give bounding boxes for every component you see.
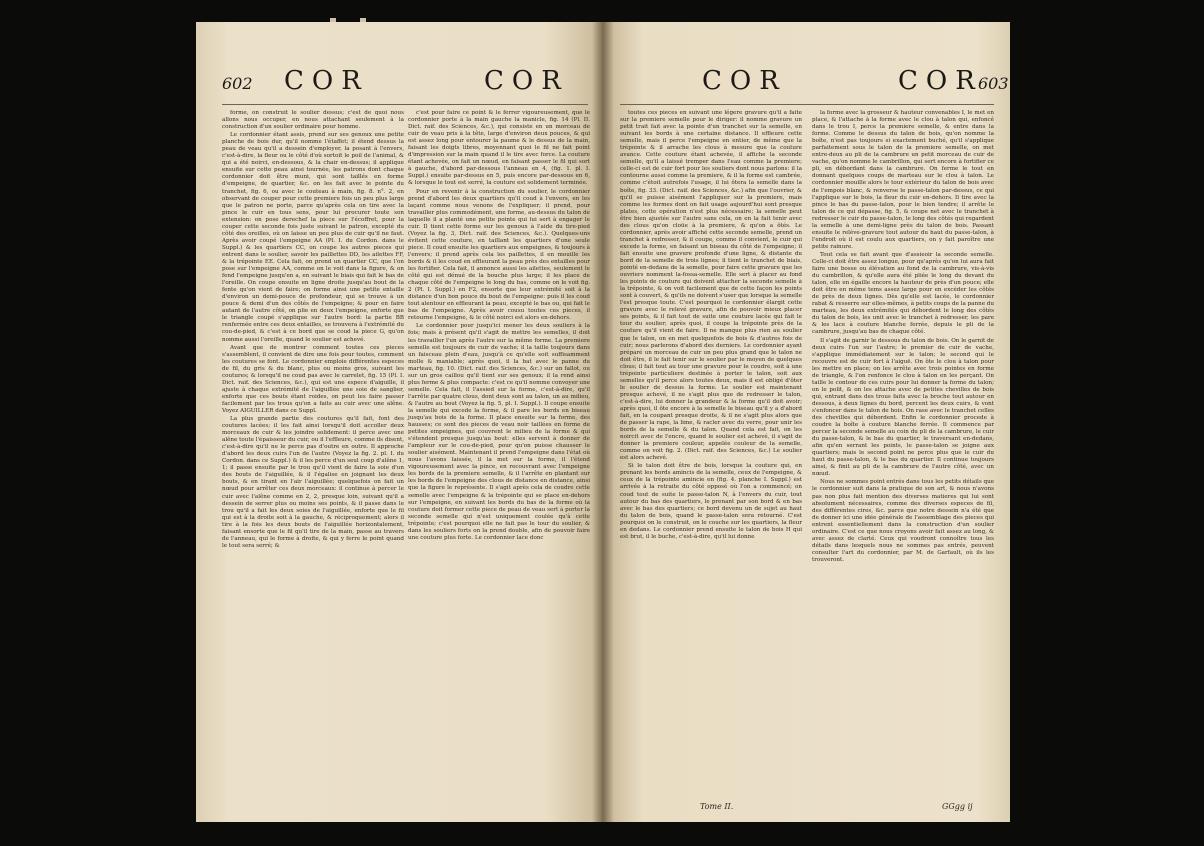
left-page xyxy=(196,22,606,822)
text-column-1 xyxy=(620,110,802,542)
paragraph: c'est pour faire ce point & le ferrer vigoureusement, que le cordonnier porte à la main gauche la manicle, fig. 14 (Pl. II. Dict. raif. des Sciences, &c.), qui consiste en un morceau de cuir de veau pris à la tête, large d'environ deux pouces, & qui est assez long pour entourer la paume & le dessus de la main, faisant les doigts libres, moyennant quoi le fil ne fait point d'impression sur la main quand il le tire avec force. La couture étant achevée, on fait un nœud, en faisant passer le fil qui sort à gauche, d'abord par-dessous l'anneau en 4, (fig. 1. pl. I. Suppl.) ensuite par-dessus en 5, puis encore par-dessous en 6, & lorsque le tout est serré, la couture est solidement terminée. xyxy=(408,110,590,187)
paragraph: Pour en revenir à la construction du soulier, le cordonnier prend d'abord les deux quartiers qu'il coud à l'envers, en les laçant comme nous venons de l'expliquer; il prend, pour travailler plus commodément, une forme, au-dessus du talon de laquelle il a planté une petite pointe qui lui sert à engager le cuir. Il tient cette forme sur les genoux à l'aide du tire-pied (Voyez la fig. 3, Dict. raif. des Sciences, &c.). Quelques-uns évitent cette couture, en taillant les quartiers d'une seule piece. Il coud ensuite les quartiers aux empeignes, & toujours à l'envers; il prend après cela les paillettes, il en mouille les bords & il les coud en effleurant la peau près des entailles pour les fortifier. Cela fait, il annonce aussi les ailettes, seulement le côté qui est dénué de la bouche plus large; il les place de chaque côté de l'empeigne le long du bas, comme on le voit fig. 2 (Pl. I. Suppl.) en F2, ensorte que leur extrémité soit à la distance d'un bon pouce du bout de l'empeigne: puis il les coud tout alentour en effleurant la peau, excepté le bas ou, qui fait le bas de l'empeigne. Après avoir cousu toutes ces pieces, il retourne l'empeigne, & le côté noirci est alors en-dehors. xyxy=(408,188,590,322)
text-column-2 xyxy=(812,110,994,565)
paragraph: toutes ces pieces en suivant une légere gravure qu'il a faite sur la premiere semelle pour le diriger: il nomme gravure un petit trait fait avec la pointe d'un tranchet sur la semelle, en suivant les bords à une certaine distance. Il effleure cette semelle, mais il perce l'empeigne en entier, de même que la trépointe & il arrache les clous à mesure que la couture avance. Cette couture étant achevée, il affiche la seconde semelle, qu'il a laissé tremper dans l'eau comme la premiere; celle-ci est de cuir fort pour les souliers dont nous parlons: il la contourne aussi comme la premiere, & il la forme est cambrée, comme c'étoit autrefois l'usage, il lui ôtera la semelle dans la boîte, fig. 33. (Dict. raif. des Sciences, &c.) afin que l'ouvrier, & qu'il se puisse aisément l'appliquer sur la premiere, mais comme les formes dont on fait usage aujourd'hui sont presque plates, cette opération n'est plus nécessaire; la semelle peut être bien ajustée sur l'autre sans cela, on en la fait tenir avec des clous qu'on cloüe à la premiere, & qu'on a ôtés. Le cordonnier, après avoir affiché cette seconde semelle, prend un tranchet à redresser, & il coupe, comme il convient, le cuir qui excede la forme, en faisant un biseau du côté de l'empeigne; il fait ensuite une gravure profonde d'une ligne, & distante du bord de la semelle de trois lignes; il tient le tranchet de biais, pointé en-dedans de la semelle, pour faire cette gravure que les ouvriers nomment la-fossa-semelle. Elle sert à placer au fond les points de couture qui doivent attacher la seconde semelle à la trépointe, & on voit facilement que de cette façon les points sont à couvert, & qu'ils ne doivent s'user que lorsque la semelle l'est presque toute. C'est pourquoi le cordonnier élargit cette gravure avec le relevé gravure, afin de pouvoir mieux placer ses points, & il fait tout de suite une couture lacée qui fait le tour du soulier; après quoi, il coupe la trépointe près de la couture qu'il vient de faire. Il ne manque plus rien au soulier que le talon, on en met quelquefois de bois & d'autres fois de cuir; nous parlerons d'abord des derniers. Le cordonnier ayant préparé un morceau de cuir un peu plus grand que le talon ne doit être, il le fait tenir sur le soulier par le moyen de quelques clous; il fait tout au tour une gravure pour le coudre, soit à une trépointe particuliere destinée à porter le talon, soit aux semelles qu'il perce alors toutes deux, mais il est obligé d'ôter le soulier de dessus la forme. Le soulier est maintenant presque achevé, il ne s'agit plus que de redresser le talon, c'est-à-dire, lui donner la grandeur & la forme qu'il doit avoir; après quoi, il ôte encore à la semelle le biseau qu'il y a d'abord fait, en la coupant presque droite, & il ne s'agit plus alors que de passer la rape, la lime, & racler avec du verre, pour unir les bords de la semelle & du talon. Quand cela est fait, on les noircit avec de l'encre, quand le soulier est achevé, il s'agit de donner la premiere couleur, appelée couleur de la semelle, comme on voit fig. 2. (Dict. raif. des Sciences, &c.) Le soulier est alors achevé. xyxy=(620,110,802,462)
volume-label: Tome II. xyxy=(700,802,734,811)
running-head-right: COR xyxy=(484,66,569,96)
text-column-2 xyxy=(408,110,590,543)
paragraph: Si le talon doit être de bois, lorsque la couture qui, en prenant les bords amincis de la semelle, ceux de l'empeigne, & ceux de la trépointe amincie en (fig. 4. planche I. Suppl.) est arrivée à la retraite du côté opposé où l'on a commencé; on coud tout de suite le passe-talon N, à l'envers du cuir, tout autour du bas des quartiers, le prenant par son bord & en bas avec le bas des quartiers; ce bord devenu un de sujet au haut du talon de bois, quand le passe-talon sera retourné. C'est pourquoi on le construit, on le couche sur les quartiers, la fleur en dedans. Le cordonnier prend ensuite le talon de bois H qui est brut, il le buche, c'est-à-dire, qu'il lui donne xyxy=(620,463,802,540)
paragraph: Tout cela se fait avant que d'assieoir la seconde semelle. Celle-ci doit être assez longue, pour qu'après qu'on lui aura fait faire une bosse ou élévation au fond de la cambrure, vis-à-vis du cambrillon, & qu'elle aura été pliée le long du devant du talon, elle en égaille encore la hauteur de près d'un pouce; elle doit être en même tems assez large pour en excéder les côtés de près de deux lignes. Dès qu'elle est lacée, le cordonnier rabat & resserre sur elles-mêmes, à petits coups de la panne du marteau, les deux extrémités qui débordent le long des côtés du talon de bois, les unit avec le tranchet à redresser, les pare & les lace à couture blanche ferrée, depuis le pli de la cambrure, jusqu'au bas de chaque côté. xyxy=(812,251,994,336)
paragraph: la forme avec la grosseur & hauteur convenables I, le met en place, & l'attache à la forme avec le clou à talon qui, enfoncé dans le trou I, perce la premiere semelle, & entre dans la forme. Comme le dessus du talon de bois, qu'on nomme la boîte, n'est pas toujours si exactement buché, qu'il s'applique parfaitement sous le talon de la premiere semelle, on met entre-deux au pli de la cambrure un petit morceau de cuir de vache, qu'on nomme le cambrillon, qui sert encore à fortifier ce pli, en débordant dans la cambrure. On ferme le tout en donnant quelques coups de marteau sur le clou à talon. Le cordonnier mouille alors le tour extérieur du talon de bois avec de l'empois blanc, & renverse le passe-talon par-dessus, ce qui l'applique sur le bois, la fleur du cuir en-dehors. Il tire avec la pince le bas du passe-talon, pour le bien tendre; il arrête le talon de ce qui dépasse, fig. 5, & coupe net avec le tranchet à redresser le cuir du passe-talon, le long des côtés qui regardent la semelle à une demi-ligne près du talon de bois. Passant ensuite le relève-gravure tout autour du haut du passe-talon, à l'endroit où il est coulu aux quartiers, on y fait paroître une petite rainure. xyxy=(812,110,994,250)
running-head-left: COR xyxy=(702,66,787,96)
paragraph: Avant que de montrer comment toutes ces pieces s'assemblent, il convient de dire une fois pour toutes, comment les coutures se font. Le cordonnier emploie différentes especes de fil, du gris & du blanc, plus ou moins gros, suivant les coutures; & lorsqu'il ne coud pas avec le carrelet, fig. 15 (Pl. I. Dict. raif. des Sciences, &c.), qui est une espece d'aiguille, il ajuste à chaque extrémité de l'aiguillée une soie de sanglier, enforte que ces bouts étant roides, on peut les faire passer facilement par les trous qu'on a faits au cuir avec une alêne. Voyez AIGUILLER dans ce Suppl. xyxy=(222,344,404,414)
paragraph: Le cordonnier étant assis, prend sur ses genoux une petite planche de bois dur, qu'il nomme l'étaffet; il étend dessus la peau de veau qu'il a dessein d'employer, la posant à l'envers, c'est-à-dire, la fleur ou le côté d'où sortoit le poil de l'animal, & qui a été noirci, en-dessous, & la chair en-dessus; il applique ensuite sur cette peau ainsi tournée, les patrons dont chaque cordonnier doit être muni, qui sont taillés en forme d'empeigne, de quartier, &c. on les fait avec le pointe du tranchet, fig. 6, ou avec le couteau à main, fig. 8. n°. 2, en observant de couper pour cette premiere fois un peu plus large que le patron ne porte, parce qu'après cela on tire avec la pince le cuir en tous sens, pour lui procurer toute son extension: on pose derechef la piece sur l'écoffret, pour la couper cette seconde fois juste suivant le patron, excepté du côté des oreilles, où on laisse un peu plus de cuir qu'il ne faut. Après avoir coupé l'empeigne AA (Pl. I. du Cordon. dans le Suppl.) & les quartiers CC, on coupe les autres pieces qui entrent dans le soulier, savoir les paillettes DD, les ailettes FF, & la trépointe EE. Cela fait, on prend un quartier CC, que l'on pose sur l'empeigne AA, comme on le voit dans la figure, & on fend l'empeigne jusqu'en a, en suivant le biais qui fait le bas de l'oreille. On coupe ensuite en ligne droite jusqu'au bout de la fente qu'on vient de faire; on forme ainsi une petite entaille d'environ un demi-pouce de profondeur, qui se trouve à un pouce & demi d'un des côtés de l'empeigne; & pour en faire autant de l'autre côté, on plie en deux l'empeigne, enforte que le triangle coupé s'applique sur l'autre bord: la partie BB renfermée entre ces deux entailles, se trouvera à l'extrémité du cou-de-pied, & c'est à ce bord que se coud la piece G, qu'on nomme aussi l'oreille, quand le soulier est achevé. xyxy=(222,132,404,343)
text-column-1 xyxy=(222,110,404,551)
right-page xyxy=(602,22,1010,822)
header-rule xyxy=(620,104,994,105)
paragraph: Nous ne sommes point entrés dans tous les petits détails que le cordonnier suit dans la pratique de son art, & nous n'avons pas non plus fait mention des diverses matieres qui lui sont absolument nécessaires, comme des diverses especes de fil, des différentes cires, &c. parce que notre dessein n'a été que de donner ici une idée générale de l'assemblage des pieces qui entrent essentiellement dans la construction d'un soulier ordinaire. C'est ce que nous croyons avoir fait assez au long, & avec assez de clarté. Ceux qui voudront connoître tous les détails dans lesquels nous ne sommes pas entrés, peuvent consulter l'art du cordonnier, par M. de Garfault, où ils les trouveront. xyxy=(812,479,994,563)
running-head-right: COR xyxy=(898,66,983,96)
signature-mark: GGgg ij xyxy=(942,802,973,811)
header-rule xyxy=(222,104,588,105)
paragraph: La plus grande partie des coutures qu'il fait, font des coutures lacées; il les fait ainsi lorsqu'il doit accoller deux morceaux de cuir & les joindre solidement: il perce avec une alêne toute l'épaisseur du cuir, ou il l'effleure, comme ils disent, c'est-à-dire qu'il ne le perce pas d'outre en outre. Il approche d'abord les deux cuirs l'un de l'autre (Voyez la fig. 2. pl. I. du Cordon. dans ce Suppl.) & il les perce d'un seul coup d'alêne 1, 1; il passe ensuite par le trou qu'il vient de faire la soie d'un des bouts de l'aiguillée, & il l'égalise en joignant les deux bouts, & en tirant en l'air l'aiguillée; quelquefois on fait un nœud pour arrêter ces deux morceaux: il continue à percer le cuir avec l'alêne comme en 2, 2, presque loin, suivant qu'il a dessein de serrer plus ou moins ses points, & il passe dans le trou qu'il a fait les deux soies de l'aiguillée, enforte que le fil qui est à la droite soit à la gauche, & réciproquement; alors il tire à la fois les deux bouts de l'aiguillée horizontalement, faisant ensorte que le fil qu'il tire de la main, passe au travers de l'anneau, qui le forme à droite, & qui y ferre le point quand le tout sera serré; & xyxy=(222,416,404,549)
book-gutter xyxy=(592,22,614,822)
paragraph: forme, on construit le soulier dessus; c'est de quoi nous allons nous occuper, en nous attachant seulement à la construction d'un soulier ordinaire pour homme. xyxy=(222,110,404,131)
page-number: 602 xyxy=(222,74,253,93)
running-head-left: COR xyxy=(284,66,369,96)
paragraph: Il s'agit de garnir le dessous du talon de bois. On le garnit de deux cuirs l'un sur l'autre; le premier de cuir de vache, s'applique immédiatement sur le talon; le second qui le recouvre est de cuir fort à l'aiguë. On ôte le clou à talon pour les mettre en place; on les arrête avec trois pointes en forme de triangle, & l'on renfonce le clou à talon en les perçant. On taille le contour de ces cuirs pour lui donner la forme du talon; on le polit, & on les attache avec de petites chevilles de bois qui, entrant dans des trous faits avec la broche tout autour en dessous, à deux lignes du bord, percent les deux cuirs, & vont s'enfoncer dans le talon de bois. On rase avec le tranchet celles des chevilles qui débordent. Enfin le cordonnier procede à coudre la boîte à couture blanche ferrée. Il commence par percer la seconde semelle au coin du pli de la cambrure, le cuir du passe-talon, & le bas du quartier, le traversant en-dedans, afin qu'en serrant les points, le passe-talon se joigne aux quartiers; mais le second point ne perce plus que le cuir du haut du passe-talon, & le bas du quartier. Il continue toujours ainsi, & finit au pli de la cambrure de l'autre côté, avec un nœud. xyxy=(812,337,994,478)
paragraph: Le cordonnier pour jusqu'ici mener les deux souliers à la fois; mais à présent qu'il s'agit de mettre les semelles, il doit les travailler l'un après l'autre sur la même forme. La premiere semelle est toujours de cuir de vache; il la taille toujours dans un faisceau plein d'eau, jusqu'à ce qu'elle soit suffisamment molle & maniable; après quoi, il la bat avec le panne du marteau, fig. 10. (Dict. raif. des Sciences, &c.) sur un fallot, ou sur un gros caillou qu'il tient sur ses genoux; il la rend ainsi plus ferme & plus compacte: c'est ce qu'il nomme convoyer une semelle. Cela fait, il l'assied sur la forme, c'est-à-dire, qu'il l'arrête par quatre clous, dont deux sont au talon, un au milieu, & l'autre au bout (Voyez la fig. 5, pl. I. Suppl.). Il coupe ensuite la semelle qui excede la forme, & il pare les bords en biseau jusqu'au bois de la forme. Il place ensuite sur la forme, des hausses; ce sont des pieces de veau noir taillées en forme de petites empeignes, qui couvrent le milieu de la forme & qui s'étendent presque jusqu'au bout: elles servent à donner de l'ampleur sur le cou-de-pied, pour qu'on puisse chausser le soulier aisément. Maintenant il prend l'empeigne dans l'état où nous l'avons laissée, il la met sur la forme, il l'étend vigoureusement avec la pince, en recouvrant avec l'empeigne les bords de la premiere semelle, & il l'arrête en plantant sur les bords de l'empeigne des clous de distance en distance, ainsi que la figure le représente. Il s'agit après cela de coudre cette semelle avec l'empeigne & la trépointe qui se place en-dehors sur l'empeigne, en suivant les bords du bas de la forme où la couture doit former cette piece de peau de veau sert à porter la seconde semelle qui n'est uniquement coulée qu'à cette trépointe; c'est pourquoi elle ne fait pas le tour du soulier, & dans les souliers forts on la prend double, afin de pouvoir faire une couture plus forte. Le cordonnier lace donc xyxy=(408,323,590,541)
page-number: 603 xyxy=(978,74,1009,93)
